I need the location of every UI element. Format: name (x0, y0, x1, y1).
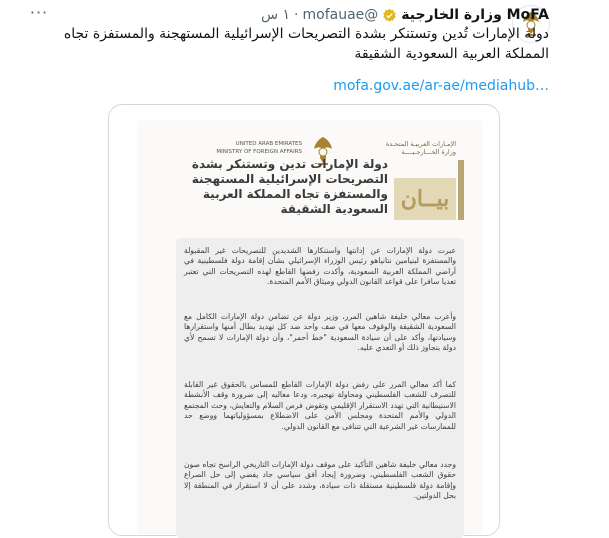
ministry-name-arabic: الإمـارات العربيـة المتحـدة وزارة الخـــارجـيــــة (385, 140, 456, 156)
verified-badge-icon (382, 8, 397, 23)
statement-paragraph: كما أكد معالي المرر على رفض دولة الإمارات القاطع للمساس بالحقوق غير القابلة للتصرف للشعب الفلسطيني ومحاولة تهجيره، ودعا معاليه إلى ضرورة وقف الأنشطة الاستيطانية التي تهدد الاستقرار الإقليمي وتقوض فرص السلام والتعايش، وحث المجتمع الدولي والأمم المتحدة ومجلس الأمن على الاضطلاع بمسؤولياتهما ووضع حد للممارسات غير الشرعية التي تتنافى مع القانون الدولي. (184, 380, 456, 431)
timestamp[interactable]: ١ س (260, 7, 291, 23)
statement-paragraph: وجدد معالي خليفة شاهين التأكيد على موقف دولة الإمارات التاريخي الراسخ تجاه صون حقوق الشعب الفلسطيني، وضرورة إيجاد أفق سياسي جاد يفضي إلى حل الصراع وإقامة دولة فلسطينية مستقلة ذات سيادة، وشدد على أن لا استقرار في المنطقة إلا بحل الدولتين. (184, 460, 456, 501)
separator: · (294, 7, 299, 23)
statement-headline: دولة الإمارات تدين وتستنكر بشدة التصريحات الإسرائيلية المستهجنة والمستفزة تجاه المملكة العربية السعودية الشقيقة (191, 157, 388, 216)
statement-paragraph: وأعرب معالي خليفة شاهين المرر، وزير دولة عن تضامن دولة الإمارات الكامل مع السعودية الشقيقة والوقوف معها في صف واحد ضد كل تهديد يطال أمنها واستقرارها وسيادتها، وأكد على أن سيادة السعودية "خط أحمر"، وأن دولة الإمارات لا تسمح لأي دولة بتجاوز ذلك أو التعدي عليه. (184, 312, 456, 353)
statement-label: بيــان (400, 186, 450, 212)
tweet-link[interactable]: mofa.gov.ae/ar-ae/mediahub… (333, 78, 549, 94)
title-accent-bar (458, 160, 464, 220)
tweet-header (261, 5, 549, 25)
display-name[interactable]: MoFA وزارة الخارجية (401, 7, 549, 23)
more-options-icon[interactable]: ··· (29, 3, 49, 22)
tweet-text: دولة الإمارات تُدين وتستنكر بشدة التصريحات الإسرائيلية المستهجنة والمستفزة تجاه المملكة العربية السعودية الشقيقة (63, 26, 549, 62)
statement-paragraph: عبرت دولة الإمارات عن إدانتها واستنكارها الشديدين للتصريحات غير المقبولة والمستفزة لبنيامين نتانياهو رئيس الوزراء الإسرائيلي بشأن إقامة دولة فلسطينية في أراضي المملكة العربية السعودية، وأكدت رفضها القاطع لهذه التصريحات التي تعتبر تعديا سافرا على قواعد القانون الدولي وميثاق الأمم المتحدة. (184, 246, 456, 287)
handle[interactable]: @mofauae (302, 7, 379, 23)
statement-label-box (394, 178, 456, 220)
ministry-name-english: UNITED ARAB EMIRATES MINISTRY OF FOREIGN AFFAIRS (216, 141, 302, 155)
